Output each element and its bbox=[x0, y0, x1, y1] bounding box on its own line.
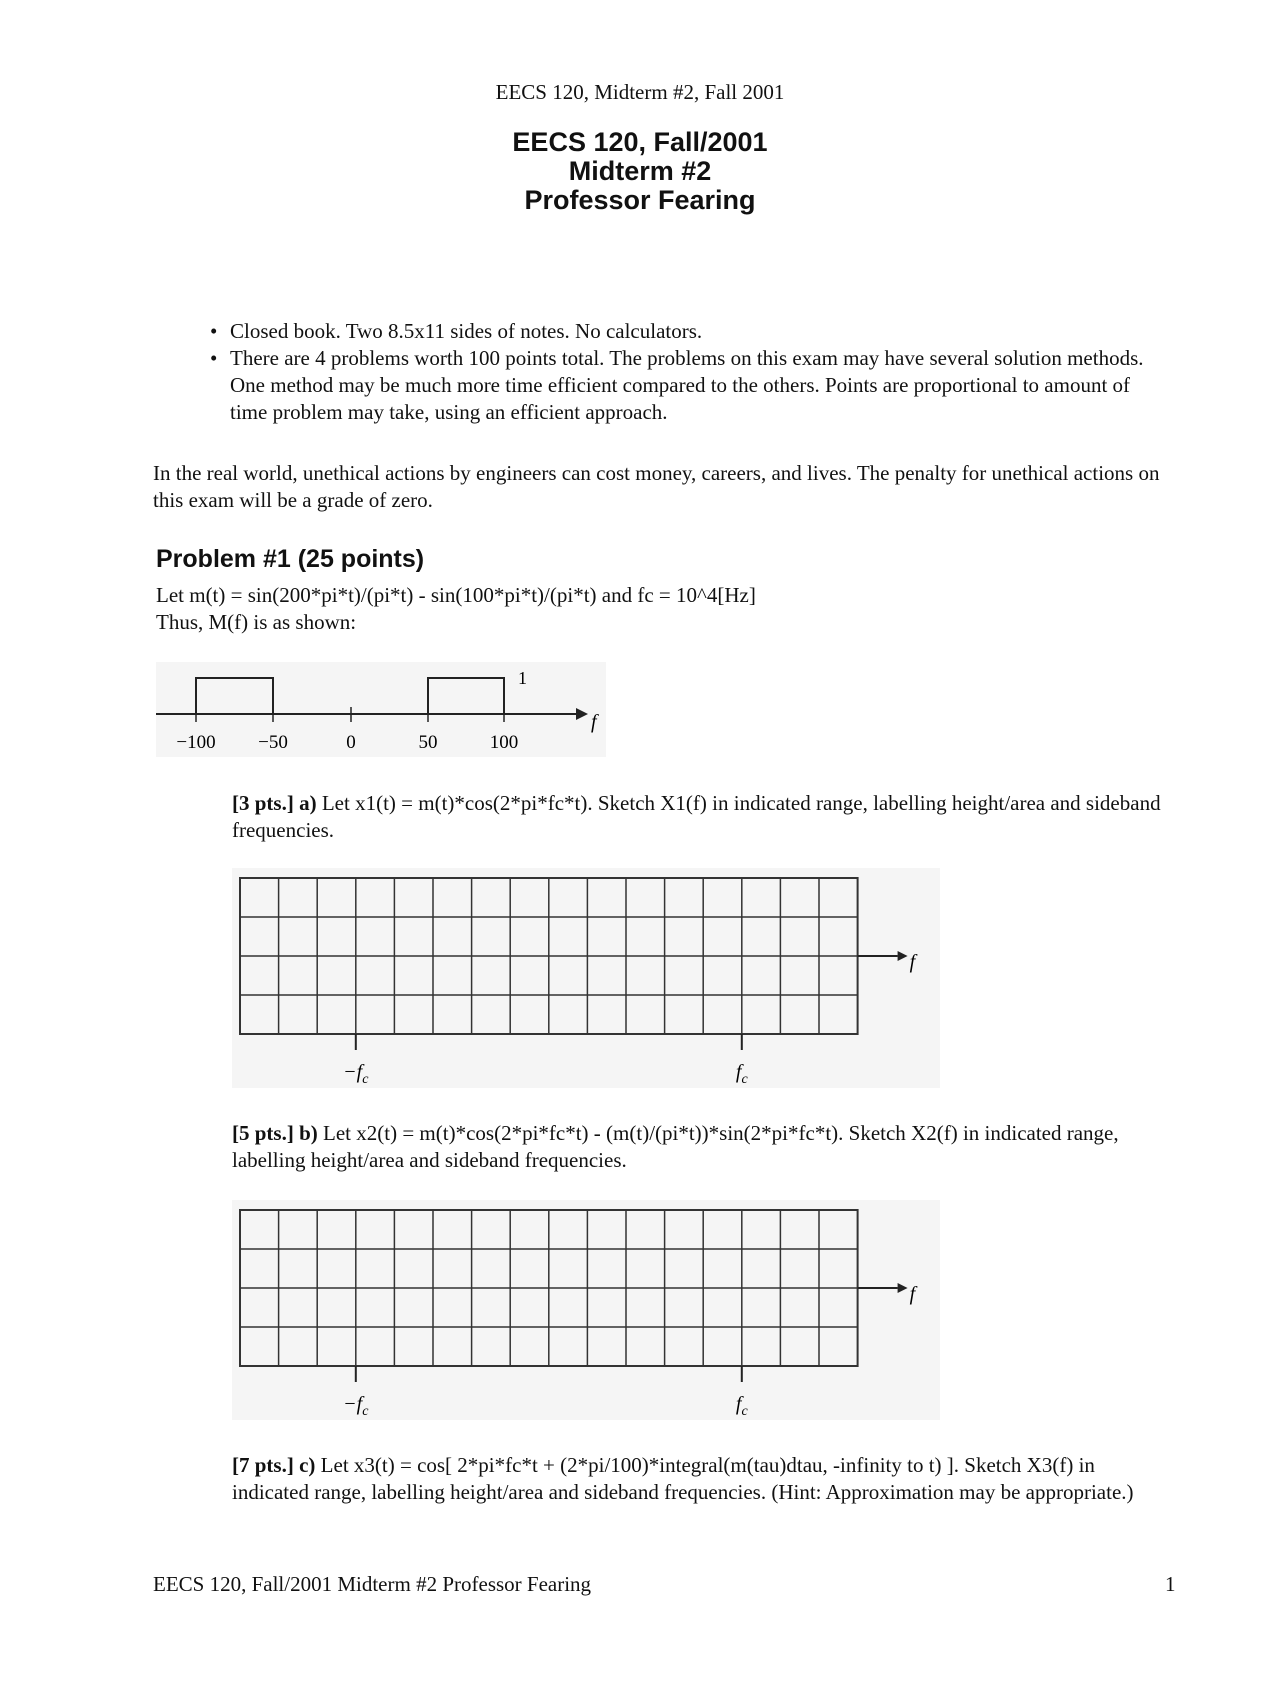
exam-rules-list bbox=[205, 318, 1165, 426]
part-c-question bbox=[232, 1452, 1162, 1506]
neg-fc-label: $-f_c$ bbox=[343, 1393, 369, 1419]
problem-1-signal-definition: Let m(t) = sin(200*pi*t)/(pi*t) - sin(100*pi*t)/(pi*t) and fc = 10^4[Hz] bbox=[156, 583, 756, 607]
part-c-points: [7 pts.] bbox=[232, 1453, 294, 1477]
tick-label: 100 bbox=[489, 732, 519, 753]
problem-1-spectrum-intro: Thus, M(f) is as shown: bbox=[156, 610, 357, 634]
tick-label: −50 bbox=[258, 732, 288, 753]
answer-grid-a bbox=[232, 868, 940, 1088]
running-header: EECS 120, Midterm #2, Fall 2001 bbox=[495, 80, 785, 104]
part-a-text: Let x1(t) = m(t)*cos(2*pi*fc*t). Sketch X1(f) in indicated range, labelling height/area and sideband frequencies. bbox=[232, 791, 1161, 842]
pos-fc-label: $f_c$ bbox=[735, 1393, 748, 1419]
height-label: 1 bbox=[518, 668, 527, 688]
title-course: EECS 120, Fall/2001 bbox=[512, 127, 768, 157]
rule-item: • There are 4 problems worth 100 points total. The problems on this exam may have several solution methods. One method may be much more time efficient compared to the others. Points are proportional to amount of time problem may take, using an efficient approach. bbox=[205, 345, 1165, 426]
exam-title bbox=[0, 128, 1280, 215]
tick-label: 50 bbox=[418, 732, 438, 753]
part-b-letter: b) bbox=[299, 1121, 318, 1145]
grid-axis-label: f bbox=[909, 1283, 916, 1305]
problem-1-statement bbox=[156, 582, 1156, 636]
neg-fc-label: $-f_c$ bbox=[343, 1061, 369, 1087]
answer-grid-b bbox=[232, 1200, 940, 1420]
tick-label: −100 bbox=[176, 732, 216, 753]
part-a-question bbox=[232, 790, 1162, 844]
axis-label-f: f bbox=[591, 711, 597, 733]
grid-background bbox=[232, 1200, 940, 1420]
tick-label: 0 bbox=[346, 732, 356, 753]
figure-background bbox=[156, 662, 606, 757]
grid-axis-label: f bbox=[909, 951, 916, 973]
problem-1-title: Problem #1 (25 points) bbox=[156, 545, 425, 573]
part-c-letter: c) bbox=[299, 1453, 316, 1477]
spectrum-m-figure bbox=[156, 662, 606, 757]
rule-item: • Closed book. Two 8.5x11 sides of notes. No calculators. bbox=[205, 318, 1165, 345]
footer-title: EECS 120, Fall/2001 Midterm #2 Professor Fearing bbox=[153, 1572, 592, 1596]
part-a-points: [3 pts.] bbox=[232, 791, 294, 815]
part-b-points: [5 pts.] bbox=[232, 1121, 294, 1145]
title-professor: Professor Fearing bbox=[524, 185, 756, 215]
grid-background bbox=[232, 868, 940, 1088]
page-number: 1 bbox=[1165, 1572, 1176, 1596]
part-a-letter: a) bbox=[299, 791, 317, 815]
part-b-question bbox=[232, 1120, 1162, 1174]
title-exam: Midterm #2 bbox=[568, 156, 712, 186]
part-c-text: Let x3(t) = cos[ 2*pi*fc*t + (2*pi/100)*integral(m(tau)dtau, -infinity to t) ]. Sketch X3(f) in indicated range, labelling height/area and sideband frequencies. (Hint: Approximation may be appropriate.) bbox=[232, 1453, 1134, 1504]
pos-fc-label: $f_c$ bbox=[735, 1061, 748, 1087]
ethics-statement: In the real world, unethical actions by engineers can cost money, careers, and lives. The penalty for unethical actions on this exam will be a grade of zero. bbox=[153, 461, 1160, 512]
part-b-text: Let x2(t) = m(t)*cos(2*pi*fc*t) - (m(t)/(pi*t))*sin(2*pi*fc*t). Sketch X2(f) in indicated range, labelling height/area and sideband frequencies. bbox=[232, 1121, 1119, 1172]
